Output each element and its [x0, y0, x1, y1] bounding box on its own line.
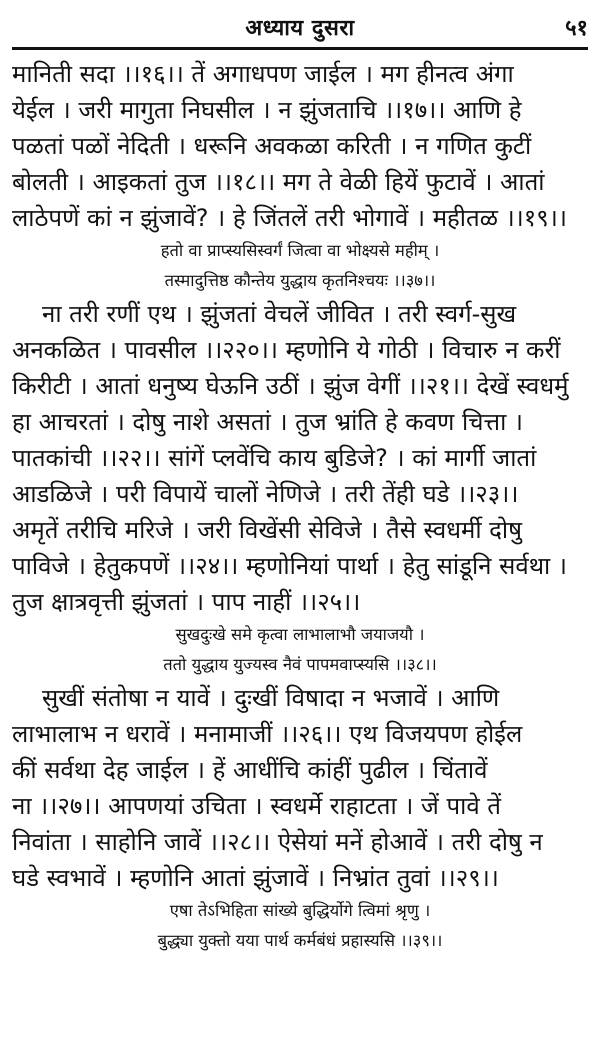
page-header	[0, 8, 600, 48]
text-line: अनकळित । पावसील ।।२२०।। म्हणोनि ये गोठी । विचारु न करीं	[12, 336, 561, 364]
sanskrit-verse-line: सुखदुःखे समे कृत्वा लाभालाभौ जयाजयौ ।	[175, 625, 425, 644]
text-line: घडे स्वभावें । म्हणोनि आतां झुंजावें । निभ्रांत तुवां ।।२९।।	[12, 864, 499, 892]
text-line: पळतां पळों नेदिती । धरूनि अवकळा करिती । न गणित कुटीं	[12, 132, 532, 160]
text-line: पातकांची ।।२२।। सांगें प्लवेंचि काय बुडिजे? । कां मार्गी जातां	[12, 444, 537, 472]
header-rule	[12, 47, 588, 50]
text-line: येईल । जरी मागुता निघसील । न झुंजताचि ।।१७।। आणि हे	[12, 96, 522, 124]
sanskrit-verse-line: हतो वा प्राप्स्यसिस्वर्गं जित्वा वा भोक्ष्यसे महीम् ।	[160, 241, 440, 260]
sanskrit-verse-line: ततो युद्धाय युज्यस्व नैवं पापमवाप्स्यसि ।।३८।।	[163, 655, 437, 674]
text-line: लाभालाभ न धरावें । मनामाजीं ।।२६।। एथ विजयपण होईल	[12, 720, 523, 748]
text-line: कीं सर्वथा देह जाईल । हें आधींचि कांहीं पुढील । चिंतावें	[12, 756, 488, 784]
text-line: तुज क्षात्रवृत्ती झुंजतां । पाप नाहीं ।।२५।।	[12, 588, 361, 616]
text-line: सुखीं संतोषा न यावें । दुःखीं विषादा न भजावें । आणि	[42, 684, 500, 712]
text-line: अमृतें तरीचि मरिजे । जरी विखेंसी सेविजे । तैसे स्वधर्मी दोषु	[12, 516, 523, 544]
page-text	[12, 56, 588, 956]
text-line: बोलती । आइकतां तुज ।।१८।। मग ते वेळी हियें फुटावें । आतां	[12, 168, 545, 196]
text-line: ना तरी रणीं एथ । झुंजतां वेचलें जीवित । तरी स्वर्ग-सुख	[42, 300, 517, 328]
text-line: किरीटी । आतां धनुष्य घेऊनि उठीं । झुंज वेगीं ।।२१।। देखें स्वधर्मु	[12, 372, 569, 400]
text-line: पाविजे । हेतुकपणें ।।२४।। म्हणोनियां पार्था । हेतु सांडूनि सर्वथा ।	[12, 552, 567, 580]
text-line: आडळिजे । परी विपायें चालों नेणिजे । तरी तेंही घडे ।।२३।।	[12, 480, 519, 508]
text-line: निवांता । साहोनि जावें ।।२८।। ऐसेयां मनें होआवें । तरी दोषु न	[12, 828, 543, 856]
sanskrit-verse-line: बुद्ध्या युक्तो यया पार्थ कर्मबंधं प्रहास्यसि ।।३९।।	[157, 931, 443, 950]
sanskrit-verse-line: एषा तेऽभिहिता सांख्ये बुद्धिर्योगे त्विमां श्रृणु ।	[169, 901, 431, 920]
text-line: ना ।।२७।। आपणयां उचिता । स्वधर्मे राहाटता । जें पावे तें	[12, 792, 501, 820]
text-line: मानिती सदा ।।१६।। तें अगाधपण जाईल । मग हीनत्व अंगा	[12, 60, 514, 88]
sanskrit-verse-line: तस्मादुत्तिष्ठ कौन्तेय युद्धाय कृतनिश्चयः ।।३७।।	[164, 271, 436, 290]
text-line: हा आचरतां । दोषु नाशे असतां । तुज भ्रांति हे कवण चित्ता ।	[12, 408, 524, 436]
running-title: अध्याय दुसरा	[245, 16, 355, 41]
text-line: लाठेपणें कां न झुंजावें? । हे जिंतलें तरी भोगावें । महीतळ ।।१९।।	[12, 204, 567, 232]
page-number: ५१	[565, 16, 588, 41]
